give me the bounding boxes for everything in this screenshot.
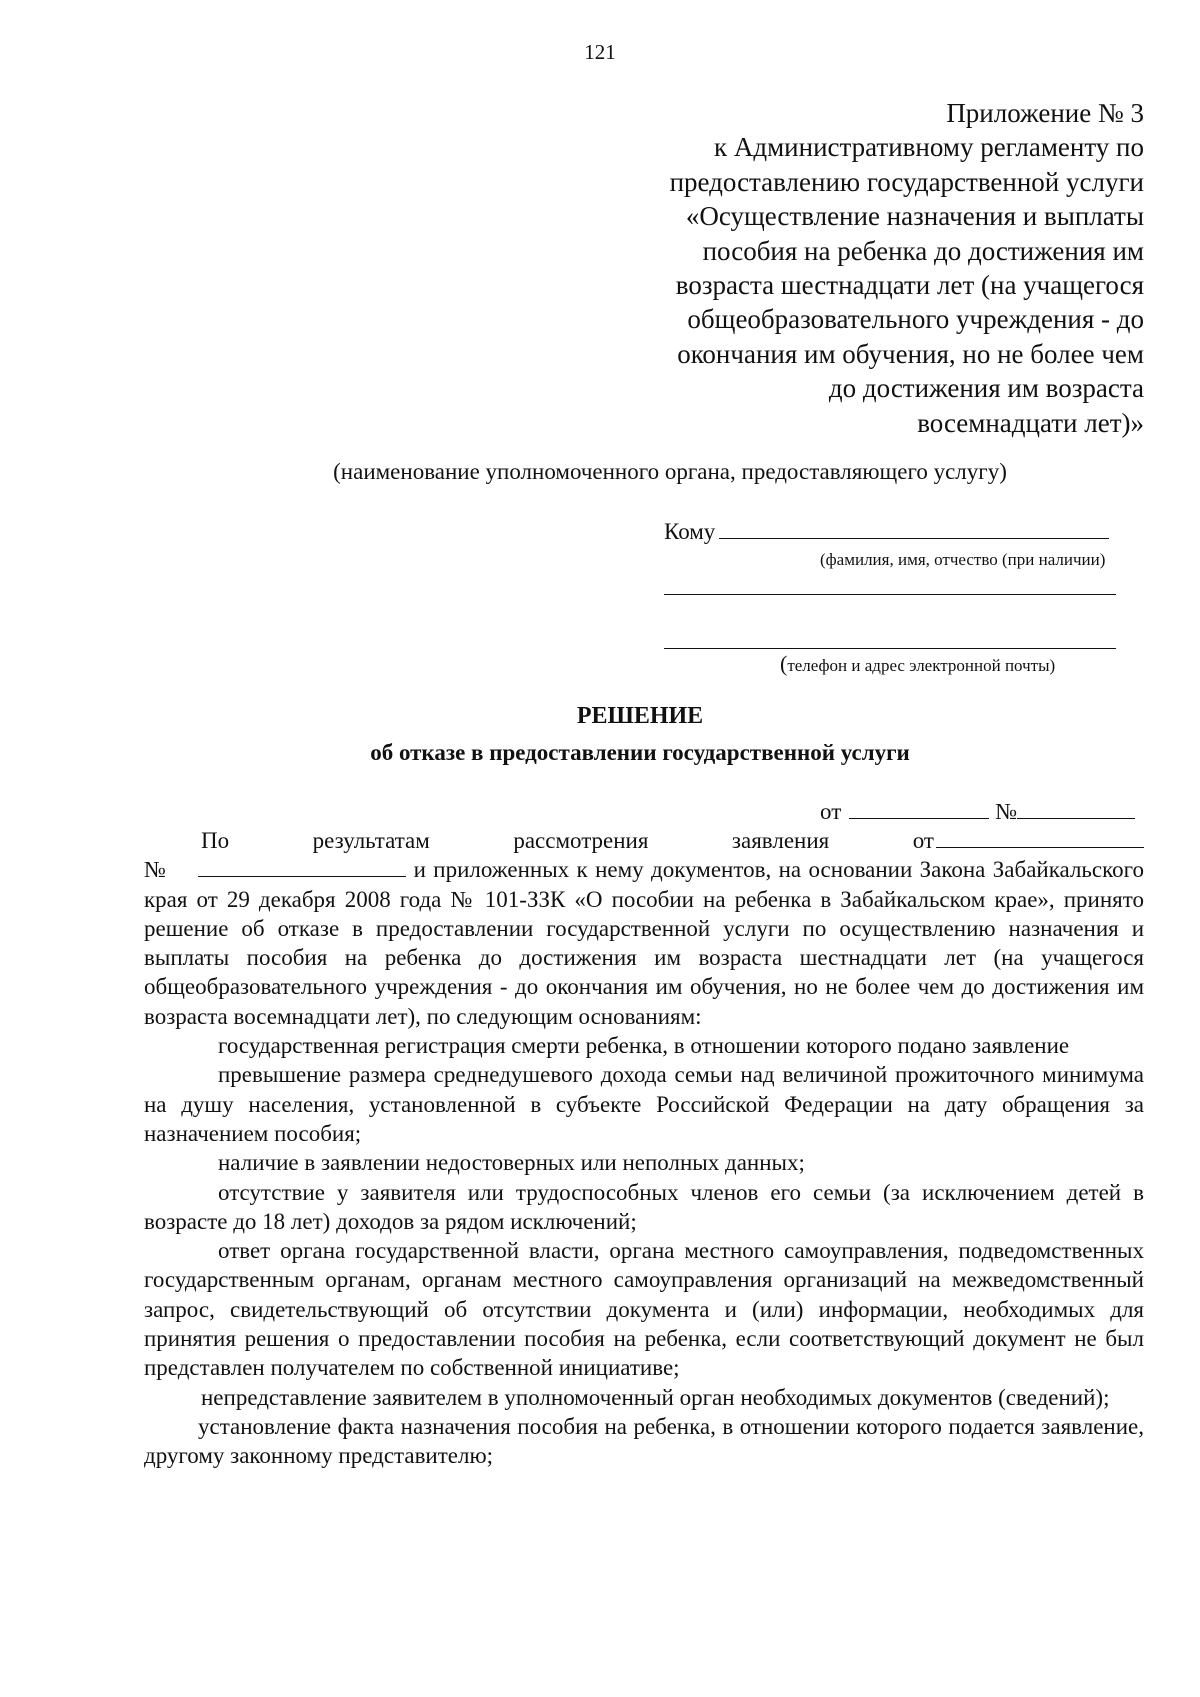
appendix-line: пособия на ребенка до достижения им [702,235,1144,266]
recipient-blank-line[interactable] [664,594,1116,595]
contact-blank-line[interactable] [664,648,1116,649]
ground-item: превышение размера среднедушевого дохода семьи над величиной прожиточного минимума на душу населения, установленной в субъекте Российской Федерации на дату обращения за назначением пособия; [144,1062,1144,1146]
to-label: Кому [664,519,716,544]
authority-caption: (наименование уполномоченного органа, предоставляющего услугу) [333,459,1007,484]
decision-date-line [820,799,1135,825]
ground-item: наличие в заявлении недостоверных или неполных данных; [218,1150,805,1176]
application-date-field [913,826,1144,855]
intro-word: По [201,828,230,853]
contact-caption [780,651,1055,677]
contact-caption-text: телефон и адрес электронной почты) [787,656,1056,675]
ground-item: государственная регистрация смерти ребенка, в отношении которого подано заявление [218,1033,1070,1059]
name-caption: (фамилия, имя, отчество (при наличии) [820,550,1106,569]
page-number: 121 [584,40,616,64]
ground-item: непредставление заявителем в уполномоченный орган необходимых документов (сведений); [201,1384,1110,1410]
application-number-label: № [144,857,168,883]
appendix-header [560,96,1144,440]
intro-word: рассмотрения [513,828,649,853]
intro-word: результатам [312,828,430,853]
decision-number-blank[interactable] [1017,800,1135,819]
appendix-line: общеобразовательного учреждения - до [687,304,1144,335]
document-subtitle: об отказе в предоставлении государственной услуги [370,740,910,765]
intro-word: заявления [731,828,830,853]
appendix-line: до достижения им возраста [828,373,1144,404]
decision-body [144,826,1144,1471]
intro-first-line [144,826,1144,855]
number-label: № [995,799,1018,824]
intro-word: от [912,828,934,853]
appendix-line: окончания им обучения, но не более чем [677,338,1144,369]
appendix-line: Приложение № 3 [946,98,1144,128]
appendix-line: возраста шестнадцати лет (на учащегося [675,270,1144,301]
appendix-line: «Осуществление назначения и выплаты [685,201,1144,232]
decision-date-blank[interactable] [849,800,989,819]
appendix-line: восемнадцати лет)» [917,407,1144,438]
appendix-line: предоставлению государственной услуги [669,166,1144,197]
intro-paragraph [144,855,1144,1031]
ground-item: отсутствие у заявителя или трудоспособных членов его семьи (за исключением детей в возрасте до 18 лет) доходов за рядом исключений; [144,1179,1144,1234]
application-number-blank[interactable] [198,858,406,877]
recipient-to-line [664,519,1109,545]
intro-text: и приложенных к нему документов, на основании Закона Забайкальского края от 29 декабря 2008 года № 101-ЗЗК «О пособии на ребенка в Забайкальском крае», принято решение об отказе в предоставлении государственной услуги по осуществлению назначения и выплаты пособия на ребенка до достижения им возраста шестнадцати лет (на учащегося общеобразовательного учреждения - до окончания им обучения, но не более чем до достижения им возраста восемнадцати лет), по следующим основаниям: [144,857,1144,1029]
appendix-line: к Административному регламенту по [713,132,1144,163]
date-from-label: от [820,799,842,824]
application-date-blank[interactable] [936,829,1144,848]
recipient-name-blank[interactable] [719,520,1109,539]
ground-item: установление факта назначения пособия на ребенка, в отношении которого подается заявление, другому законному представителю; [144,1413,1144,1469]
contact-caption-lead: ( [780,651,788,676]
ground-item: ответ органа государственной власти, органа местного самоуправления, подведомственных государственным органам, органам местного самоуправления организаций на межведомственный запрос, свидетельствующий об отсутствии документа и (или) информации, необходимых для принятия решения о предоставлении пособия на ребенка, если соответствующий документ не был представлен получателем по собственной инициативе; [144,1238,1144,1381]
document-title: РЕШЕНИЕ [576,703,704,729]
